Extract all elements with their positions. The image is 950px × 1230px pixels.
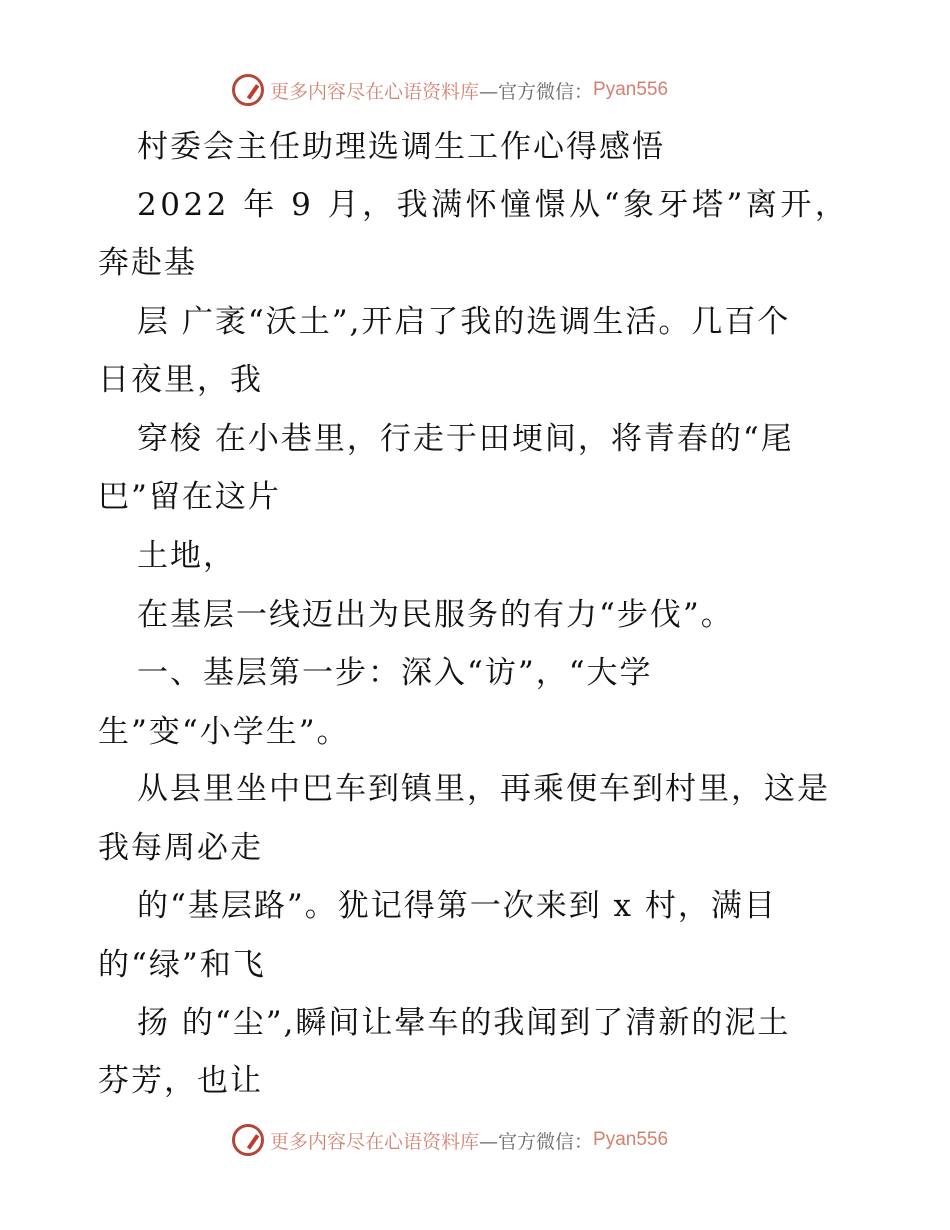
paragraph-line: 从县里坐中巴车到镇里，再乘便车到村里，这是: [137, 771, 830, 807]
paragraph-line: 2022 年 9 月，我满怀憧憬从“象牙塔”离开，: [137, 187, 850, 223]
header-watermark: 更多内容尽在心语资料库 —官方微信： Pyan556: [232, 72, 668, 108]
document-title: 村委会主任助理选调生工作心得感悟: [137, 129, 665, 165]
paragraph-line: 扬 的“尘”,瞬间让晕车的我闻到了清新的泥土: [137, 1005, 791, 1041]
paragraph-line: 芬芳，也让: [98, 1063, 263, 1099]
section-heading: 生”变“小学生”。: [98, 714, 350, 750]
paragraph-line: 的“基层路”。犹记得第一次来到 x 村，满目: [137, 888, 777, 924]
paragraph-line: 土地，: [137, 538, 236, 574]
footer-watermark: 更多内容尽在心语资料库 —官方微信： Pyan556: [232, 1122, 668, 1158]
paragraph-line: 奔赴基: [98, 245, 197, 281]
paragraph-line: 层 广袤“沃土”,开启了我的选调生活。几百个: [137, 304, 791, 340]
paragraph-line: 日夜里，我: [98, 362, 263, 398]
paragraph-line: 在基层一线迈出为民服务的有力“步伐”。: [137, 597, 734, 633]
paragraph-line: 的“绿”和飞: [98, 947, 266, 983]
section-heading: 一、基层第一步：深入“访”，“大学: [137, 655, 653, 691]
pen-logo-icon: [232, 74, 264, 106]
pen-logo-icon: [232, 1124, 264, 1156]
paragraph-line: 我每周必走: [98, 830, 263, 866]
paragraph-line: 穿梭 在小巷里，行走于田埂间，将青春的“尾: [137, 421, 794, 457]
paragraph-line: 巴”留在这片: [98, 479, 281, 515]
